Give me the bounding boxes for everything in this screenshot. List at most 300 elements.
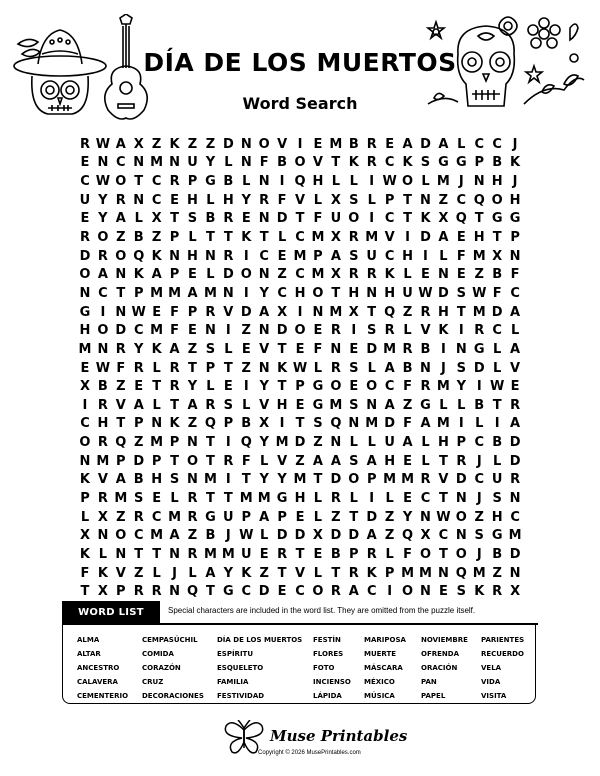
grid-letter[interactable]: N	[366, 285, 378, 301]
grid-letter[interactable]: M	[150, 528, 164, 544]
grid-letter[interactable]: P	[510, 230, 520, 246]
grid-letter[interactable]: K	[384, 267, 395, 283]
grid-letter[interactable]: L	[403, 323, 412, 339]
grid-letter[interactable]: C	[510, 509, 520, 525]
grid-letter[interactable]: K	[474, 584, 485, 600]
grid-letter[interactable]: Y	[259, 285, 269, 301]
grid-letter[interactable]: X	[151, 211, 162, 227]
grid-letter[interactable]: E	[152, 304, 162, 320]
grid-letter[interactable]: R	[474, 323, 485, 339]
grid-letter[interactable]: B	[474, 397, 485, 413]
grid-letter[interactable]: L	[403, 267, 412, 283]
grid-letter[interactable]: A	[384, 360, 395, 376]
grid-letter[interactable]: Z	[295, 453, 305, 469]
grid-letter[interactable]: G	[509, 211, 521, 227]
grid-letter[interactable]: A	[402, 136, 413, 152]
grid-letter[interactable]: S	[474, 528, 484, 544]
grid-letter[interactable]: K	[133, 267, 144, 283]
grid-letter[interactable]: C	[492, 323, 502, 339]
grid-letter[interactable]: W	[472, 285, 487, 301]
grid-letter[interactable]: L	[152, 397, 161, 413]
grid-letter[interactable]: Z	[116, 379, 126, 395]
grid-letter[interactable]: H	[437, 435, 449, 451]
grid-letter[interactable]: L	[331, 174, 341, 190]
grid-letter[interactable]: M	[401, 472, 415, 488]
grid-letter[interactable]: Z	[187, 528, 198, 544]
grid-letter[interactable]: A	[402, 435, 413, 451]
grid-letter[interactable]: Y	[241, 192, 251, 208]
grid-letter[interactable]: R	[366, 136, 377, 152]
grid-letter[interactable]: X	[348, 304, 359, 320]
grid-letter[interactable]: M	[168, 285, 182, 301]
grid-letter[interactable]: B	[277, 155, 288, 171]
grid-letter[interactable]: W	[95, 174, 111, 190]
grid-letter[interactable]: X	[97, 509, 108, 525]
grid-letter[interactable]: H	[187, 192, 198, 208]
grid-letter[interactable]: K	[97, 565, 108, 581]
grid-letter[interactable]: N	[509, 248, 521, 264]
grid-letter[interactable]: N	[79, 453, 91, 469]
grid-letter[interactable]: Z	[492, 565, 502, 581]
grid-letter[interactable]: O	[79, 267, 91, 283]
grid-letter[interactable]: T	[170, 211, 179, 227]
grid-letter[interactable]: M	[150, 285, 164, 301]
grid-letter[interactable]: W	[382, 174, 397, 190]
grid-letter[interactable]: C	[366, 584, 377, 600]
grid-letter[interactable]: E	[295, 341, 305, 357]
grid-letter[interactable]: R	[330, 360, 341, 376]
grid-letter[interactable]: J	[458, 174, 464, 190]
grid-letter[interactable]: O	[312, 285, 324, 301]
grid-letter[interactable]: P	[349, 546, 359, 562]
grid-letter[interactable]: E	[170, 192, 180, 208]
grid-letter[interactable]: E	[295, 509, 305, 525]
grid-letter[interactable]: K	[510, 155, 521, 171]
grid-letter[interactable]: V	[294, 192, 306, 208]
grid-letter[interactable]: C	[277, 285, 287, 301]
grid-letter[interactable]: I	[423, 248, 428, 264]
grid-letter[interactable]: F	[116, 360, 126, 376]
grid-letter[interactable]: I	[369, 490, 375, 506]
grid-letter[interactable]: D	[473, 360, 485, 376]
grid-letter[interactable]: B	[223, 174, 234, 190]
grid-letter[interactable]: G	[473, 341, 485, 357]
grid-letter[interactable]: A	[438, 230, 449, 246]
grid-letter[interactable]: C	[80, 416, 90, 432]
grid-letter[interactable]: H	[276, 397, 288, 413]
grid-letter[interactable]: L	[493, 453, 502, 469]
grid-letter[interactable]: A	[438, 136, 449, 152]
grid-letter[interactable]: A	[115, 472, 126, 488]
grid-letter[interactable]: H	[402, 248, 413, 264]
grid-letter[interactable]: R	[133, 509, 144, 525]
grid-letter[interactable]: P	[456, 435, 467, 451]
grid-letter[interactable]: E	[223, 379, 233, 395]
grid-letter[interactable]: R	[187, 546, 198, 562]
grid-letter[interactable]: I	[458, 416, 464, 432]
grid-letter[interactable]: M	[96, 453, 110, 469]
grid-letter[interactable]: Q	[455, 211, 467, 227]
grid-letter[interactable]: L	[260, 528, 269, 544]
grid-letter[interactable]: Y	[259, 379, 269, 395]
grid-letter[interactable]: S	[349, 360, 359, 376]
grid-letter[interactable]: R	[169, 360, 180, 376]
grid-letter[interactable]: N	[455, 341, 467, 357]
grid-letter[interactable]: F	[492, 285, 502, 301]
grid-letter[interactable]: M	[365, 230, 379, 246]
grid-letter[interactable]: T	[223, 230, 233, 246]
grid-letter[interactable]: D	[438, 285, 449, 301]
grid-letter[interactable]: I	[476, 379, 482, 395]
grid-letter[interactable]: X	[330, 267, 341, 283]
grid-letter[interactable]: M	[78, 341, 92, 357]
grid-letter[interactable]: R	[348, 267, 359, 283]
grid-letter[interactable]: O	[294, 323, 306, 339]
grid-letter[interactable]: Z	[187, 136, 198, 152]
grid-letter[interactable]: I	[387, 584, 393, 600]
grid-letter[interactable]: U	[240, 546, 252, 562]
grid-letter[interactable]: N	[455, 490, 467, 506]
grid-letter[interactable]: X	[492, 248, 503, 264]
grid-letter[interactable]: R	[402, 341, 413, 357]
grid-letter[interactable]: Y	[134, 341, 144, 357]
grid-letter[interactable]: G	[276, 490, 288, 506]
grid-letter[interactable]: S	[349, 397, 359, 413]
grid-letter[interactable]: K	[79, 472, 90, 488]
grid-letter[interactable]: I	[369, 211, 375, 227]
grid-letter[interactable]: R	[169, 174, 180, 190]
grid-letter[interactable]: O	[366, 379, 378, 395]
grid-letter[interactable]: G	[491, 211, 503, 227]
grid-letter[interactable]: R	[223, 453, 234, 469]
grid-letter[interactable]: H	[222, 192, 234, 208]
grid-letter[interactable]: W	[292, 360, 308, 376]
grid-letter[interactable]: T	[205, 490, 215, 506]
grid-letter[interactable]: T	[277, 379, 287, 395]
grid-letter[interactable]: N	[97, 155, 109, 171]
grid-letter[interactable]: P	[169, 267, 180, 283]
grid-letter[interactable]: F	[403, 416, 412, 432]
grid-letter[interactable]: T	[223, 490, 233, 506]
grid-letter[interactable]: J	[512, 174, 518, 190]
grid-letter[interactable]: C	[80, 174, 90, 190]
grid-letter[interactable]: H	[187, 248, 198, 264]
grid-letter[interactable]: D	[455, 472, 467, 488]
grid-letter[interactable]: O	[348, 211, 360, 227]
grid-letter[interactable]: H	[473, 230, 485, 246]
grid-letter[interactable]: O	[294, 155, 306, 171]
grid-letter[interactable]: V	[420, 323, 431, 339]
grid-letter[interactable]: B	[97, 379, 108, 395]
grid-letter[interactable]: N	[258, 211, 270, 227]
grid-letter[interactable]: P	[366, 472, 377, 488]
grid-letter[interactable]: I	[225, 472, 231, 488]
grid-letter[interactable]: L	[421, 435, 430, 451]
grid-letter[interactable]: R	[420, 472, 431, 488]
grid-letter[interactable]: Q	[384, 304, 396, 320]
grid-letter[interactable]: M	[293, 472, 307, 488]
grid-letter[interactable]: E	[259, 546, 269, 562]
grid-letter[interactable]: J	[512, 136, 518, 152]
grid-letter[interactable]: N	[169, 584, 181, 600]
grid-letter[interactable]: O	[79, 435, 91, 451]
grid-letter[interactable]: K	[241, 565, 252, 581]
grid-letter[interactable]: F	[313, 341, 323, 357]
grid-letter[interactable]: D	[276, 211, 288, 227]
grid-letter[interactable]: M	[221, 546, 235, 562]
grid-letter[interactable]: R	[115, 341, 126, 357]
grid-letter[interactable]: G	[491, 528, 503, 544]
grid-letter[interactable]: Z	[313, 435, 323, 451]
grid-letter[interactable]: O	[97, 230, 109, 246]
grid-letter[interactable]: C	[456, 192, 467, 208]
grid-letter[interactable]: T	[134, 546, 144, 562]
grid-letter[interactable]: N	[204, 323, 216, 339]
grid-letter[interactable]: R	[348, 565, 359, 581]
grid-letter[interactable]: N	[169, 546, 181, 562]
grid-letter[interactable]: Q	[186, 584, 199, 600]
grid-letter[interactable]: D	[79, 248, 91, 264]
grid-letter[interactable]: T	[80, 584, 90, 600]
grid-letter[interactable]: M	[239, 490, 253, 506]
grid-letter[interactable]: D	[276, 528, 288, 544]
grid-letter[interactable]: L	[206, 267, 215, 283]
grid-letter[interactable]: T	[456, 304, 466, 320]
grid-letter[interactable]: I	[243, 379, 249, 395]
grid-letter[interactable]: Q	[402, 528, 414, 544]
grid-letter[interactable]: L	[242, 397, 251, 413]
grid-letter[interactable]: R	[151, 584, 162, 600]
grid-letter[interactable]: S	[456, 584, 466, 600]
grid-letter[interactable]: L	[224, 341, 233, 357]
grid-letter[interactable]: B	[330, 546, 341, 562]
grid-letter[interactable]: C	[98, 285, 108, 301]
grid-letter[interactable]: I	[458, 323, 464, 339]
grid-letter[interactable]: V	[115, 397, 126, 413]
grid-letter[interactable]: A	[205, 565, 216, 581]
grid-letter[interactable]: J	[440, 360, 446, 376]
grid-letter[interactable]: T	[438, 453, 448, 469]
grid-letter[interactable]: N	[420, 584, 431, 600]
grid-letter[interactable]: L	[421, 174, 430, 190]
grid-letter[interactable]: L	[277, 230, 287, 246]
grid-letter[interactable]: T	[492, 397, 502, 413]
grid-letter[interactable]: L	[349, 435, 358, 451]
grid-letter[interactable]: L	[385, 546, 394, 562]
grid-letter[interactable]: N	[115, 267, 127, 283]
grid-letter[interactable]: P	[384, 192, 395, 208]
grid-letter[interactable]: C	[116, 155, 126, 171]
grid-letter[interactable]: V	[294, 565, 306, 581]
grid-letter[interactable]: A	[348, 584, 359, 600]
grid-letter[interactable]: H	[348, 285, 360, 301]
grid-letter[interactable]: N	[115, 546, 127, 562]
grid-letter[interactable]: F	[313, 211, 323, 227]
grid-letter[interactable]: N	[187, 435, 198, 451]
grid-letter[interactable]: N	[420, 192, 431, 208]
grid-letter[interactable]: I	[82, 397, 88, 413]
grid-letter[interactable]: K	[438, 323, 449, 339]
grid-letter[interactable]: P	[169, 230, 180, 246]
grid-letter[interactable]: P	[169, 435, 180, 451]
grid-letter[interactable]: E	[349, 379, 359, 395]
grid-letter[interactable]: R	[187, 509, 198, 525]
grid-letter[interactable]: X	[420, 528, 431, 544]
grid-letter[interactable]: S	[349, 453, 359, 469]
grid-letter[interactable]: Z	[134, 435, 144, 451]
grid-letter[interactable]: N	[169, 155, 181, 171]
grid-letter[interactable]: D	[330, 472, 342, 488]
grid-letter[interactable]: H	[384, 285, 396, 301]
grid-letter[interactable]: T	[152, 379, 162, 395]
grid-letter[interactable]: C	[384, 248, 395, 264]
grid-letter[interactable]: T	[331, 285, 341, 301]
grid-letter[interactable]: R	[348, 230, 359, 246]
grid-letter[interactable]: F	[80, 565, 90, 581]
grid-letter[interactable]: L	[349, 490, 358, 506]
grid-letter[interactable]: R	[115, 192, 126, 208]
grid-letter[interactable]: E	[403, 490, 412, 506]
grid-letter[interactable]: N	[420, 509, 431, 525]
grid-letter[interactable]: T	[331, 155, 341, 171]
grid-letter[interactable]: L	[421, 453, 430, 469]
grid-letter[interactable]: A	[259, 509, 270, 525]
grid-letter[interactable]: D	[222, 267, 234, 283]
grid-letter[interactable]: N	[437, 267, 449, 283]
grid-letter[interactable]: D	[420, 230, 431, 246]
grid-letter[interactable]: L	[188, 230, 197, 246]
grid-letter[interactable]: R	[366, 546, 377, 562]
grid-letter[interactable]: C	[420, 490, 431, 506]
grid-letter[interactable]: I	[279, 416, 285, 432]
grid-letter[interactable]: C	[384, 211, 395, 227]
grid-letter[interactable]: I	[297, 136, 303, 152]
grid-letter[interactable]: X	[79, 379, 90, 395]
grid-letter[interactable]: S	[456, 360, 466, 376]
grid-letter[interactable]: J	[476, 453, 482, 469]
grid-letter[interactable]: E	[188, 323, 197, 339]
grid-letter[interactable]: N	[222, 285, 234, 301]
grid-letter[interactable]: I	[279, 174, 285, 190]
grid-letter[interactable]: C	[133, 323, 144, 339]
grid-letter[interactable]: O	[115, 528, 127, 544]
grid-letter[interactable]: O	[115, 248, 127, 264]
grid-letter[interactable]: C	[510, 285, 520, 301]
grid-letter[interactable]: T	[277, 565, 287, 581]
grid-letter[interactable]: A	[384, 397, 395, 413]
grid-letter[interactable]: T	[205, 230, 215, 246]
grid-letter[interactable]: W	[95, 360, 111, 376]
grid-letter[interactable]: H	[509, 192, 521, 208]
grid-letter[interactable]: O	[402, 584, 414, 600]
grid-letter[interactable]: S	[367, 323, 377, 339]
grid-letter[interactable]: I	[225, 435, 231, 451]
grid-letter[interactable]: E	[134, 379, 144, 395]
grid-letter[interactable]: H	[97, 416, 109, 432]
grid-letter[interactable]: X	[277, 304, 288, 320]
grid-letter[interactable]: I	[243, 285, 249, 301]
grid-letter[interactable]: X	[330, 230, 341, 246]
grid-letter[interactable]: X	[510, 584, 521, 600]
grid-letter[interactable]: M	[472, 304, 486, 320]
grid-letter[interactable]: N	[258, 267, 270, 283]
grid-letter[interactable]: F	[170, 304, 180, 320]
grid-letter[interactable]: A	[187, 285, 198, 301]
grid-letter[interactable]: Q	[115, 435, 127, 451]
grid-letter[interactable]: E	[313, 323, 323, 339]
grid-letter[interactable]: D	[258, 584, 270, 600]
grid-letter[interactable]: N	[455, 528, 467, 544]
grid-letter[interactable]: O	[455, 546, 467, 562]
grid-letter[interactable]: I	[369, 174, 375, 190]
grid-letter[interactable]: N	[509, 565, 521, 581]
grid-letter[interactable]: H	[294, 490, 306, 506]
grid-letter[interactable]: Z	[241, 323, 251, 339]
grid-letter[interactable]: E	[188, 267, 197, 283]
grid-letter[interactable]: E	[80, 211, 90, 227]
grid-letter[interactable]: C	[438, 528, 449, 544]
grid-letter[interactable]: G	[438, 155, 449, 171]
grid-letter[interactable]: N	[437, 565, 449, 581]
grid-letter[interactable]: M	[203, 546, 217, 562]
grid-letter[interactable]: E	[80, 360, 90, 376]
grid-letter[interactable]: S	[456, 285, 466, 301]
grid-letter[interactable]: R	[187, 490, 198, 506]
grid-letter[interactable]: D	[348, 528, 360, 544]
grid-letter[interactable]: V	[312, 155, 323, 171]
grid-letter[interactable]: P	[187, 304, 198, 320]
grid-letter[interactable]: P	[187, 174, 198, 190]
grid-letter[interactable]: D	[509, 546, 521, 562]
grid-letter[interactable]: D	[509, 435, 521, 451]
grid-letter[interactable]: M	[472, 248, 486, 264]
grid-letter[interactable]: X	[330, 192, 341, 208]
grid-letter[interactable]: U	[491, 472, 503, 488]
grid-letter[interactable]: A	[115, 211, 126, 227]
grid-letter[interactable]: P	[133, 416, 144, 432]
grid-letter[interactable]: N	[204, 248, 216, 264]
grid-letter[interactable]: T	[116, 285, 126, 301]
grid-letter[interactable]: H	[491, 509, 503, 525]
grid-letter[interactable]: T	[241, 472, 251, 488]
grid-letter[interactable]: Z	[384, 528, 395, 544]
grid-letter[interactable]: N	[79, 285, 91, 301]
grid-letter[interactable]: C	[133, 528, 144, 544]
grid-letter[interactable]: M	[329, 397, 343, 413]
grid-letter[interactable]: P	[384, 565, 395, 581]
grid-letter[interactable]: W	[239, 528, 254, 544]
grid-letter[interactable]: X	[133, 136, 144, 152]
grid-letter[interactable]: T	[438, 546, 448, 562]
grid-letter[interactable]: Q	[133, 248, 145, 264]
grid-letter[interactable]: L	[367, 192, 376, 208]
grid-letter[interactable]: C	[295, 230, 305, 246]
grid-letter[interactable]: V	[438, 472, 449, 488]
grid-letter[interactable]: T	[295, 546, 305, 562]
grid-letter[interactable]: C	[474, 136, 485, 152]
grid-letter[interactable]: T	[188, 360, 197, 376]
grid-letter[interactable]: H	[151, 472, 163, 488]
grid-letter[interactable]: L	[367, 360, 376, 376]
grid-letter[interactable]: P	[205, 360, 216, 376]
grid-letter[interactable]: H	[491, 174, 503, 190]
grid-letter[interactable]: A	[259, 304, 270, 320]
grid-letter[interactable]: N	[473, 174, 485, 190]
grid-letter[interactable]: H	[79, 323, 91, 339]
grid-letter[interactable]: L	[313, 360, 323, 376]
grid-letter[interactable]: V	[223, 304, 234, 320]
grid-letter[interactable]: T	[492, 230, 502, 246]
